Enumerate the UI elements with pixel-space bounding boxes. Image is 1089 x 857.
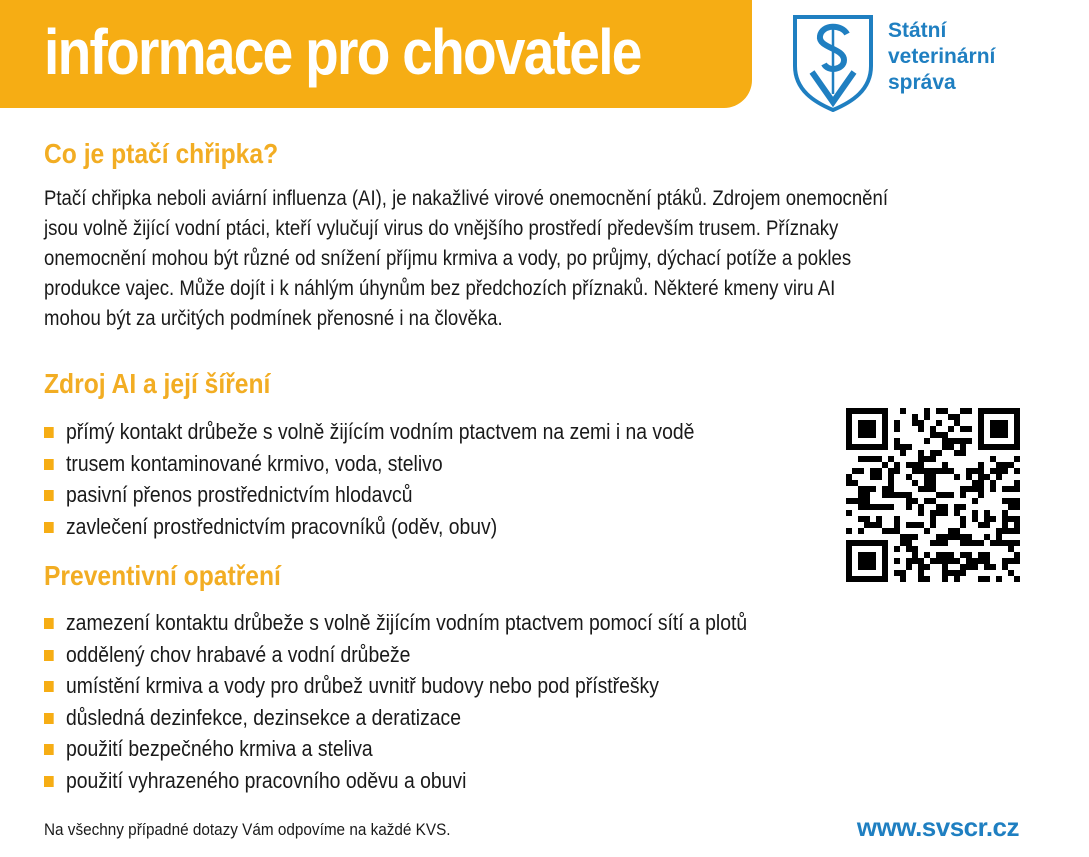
bullet-icon: [44, 459, 54, 470]
prevention-list: [44, 607, 747, 796]
list-item: použití bezpečného krmiva a steliva: [44, 733, 747, 765]
bullet-icon: [44, 522, 54, 533]
section-title-what: Co je ptačí chřipka?: [44, 138, 279, 169]
paragraph-line: onemocnění mohou být různé od snížení příjmu krmiva a vody, po průjmy, dýchací potíže a pokles: [44, 247, 852, 270]
bullet-icon: [44, 744, 54, 755]
header-banner: [0, 0, 752, 108]
page-title: informace pro chovatele: [44, 16, 641, 88]
logo-line: správa: [888, 71, 956, 94]
list-item: umístění krmiva a vody pro drůbež uvnitř budovy nebo pod přístřešky: [44, 670, 747, 702]
list-item: pasivní přenos prostřednictvím hlodavců: [44, 479, 694, 511]
bullet-icon: [44, 427, 54, 438]
list-item: zamezení kontaktu drůbeže s volně žijícím vodním ptactvem pomocí sítí a plotů: [44, 607, 747, 639]
qr-code-icon[interactable]: [846, 408, 1020, 582]
svs-shield-caduceus-icon: [792, 14, 874, 112]
website-link[interactable]: www.svscr.cz: [856, 812, 1019, 842]
bullet-icon: [44, 776, 54, 787]
list-item: použití vyhrazeného pracovního oděvu a obuvi: [44, 765, 747, 797]
logo-text: [888, 18, 995, 96]
list-item: oddělený chov hrabavé a vodní drůbeže: [44, 639, 747, 671]
bullet-icon: [44, 490, 54, 501]
section-title-prevention: Preventivní opatření: [44, 560, 281, 591]
bullet-icon: [44, 713, 54, 724]
list-item: důsledná dezinfekce, dezinsekce a deratizace: [44, 702, 747, 734]
source-list: [44, 416, 694, 542]
section-title-source: Zdroj AI a její šíření: [44, 368, 271, 399]
footer-note: Na všechny případné dotazy Vám odpovíme na každé KVS.: [44, 820, 451, 839]
logo-line: Státní: [888, 19, 947, 42]
intro-paragraph: [44, 184, 1018, 334]
bullet-icon: [44, 618, 54, 629]
list-item: trusem kontaminované krmivo, voda, stelivo: [44, 448, 694, 480]
paragraph-line: mohou být za určitých podmínek přenosné i na člověka.: [44, 307, 503, 330]
list-item: zavlečení prostřednictvím pracovníků (oděv, obuv): [44, 511, 694, 543]
paragraph-line: produkce vajec. Může dojít i k náhlým úhynům bez předchozích příznaků. Některé kmeny viru AI: [44, 277, 836, 300]
paragraph-line: Ptačí chřipka neboli aviární influenza (AI), je nakažlivé virové onemocnění ptáků. Zdrojem onemocnění: [44, 187, 888, 210]
logo-line: veterinární: [888, 45, 996, 68]
paragraph-line: jsou volně žijící vodní ptáci, kteří vylučují virus do vnějšího prostředí především trusem. Příznaky: [44, 217, 839, 240]
bullet-icon: [44, 681, 54, 692]
bullet-icon: [44, 650, 54, 661]
list-item: přímý kontakt drůbeže s volně žijícím vodním ptactvem na zemi i na vodě: [44, 416, 694, 448]
